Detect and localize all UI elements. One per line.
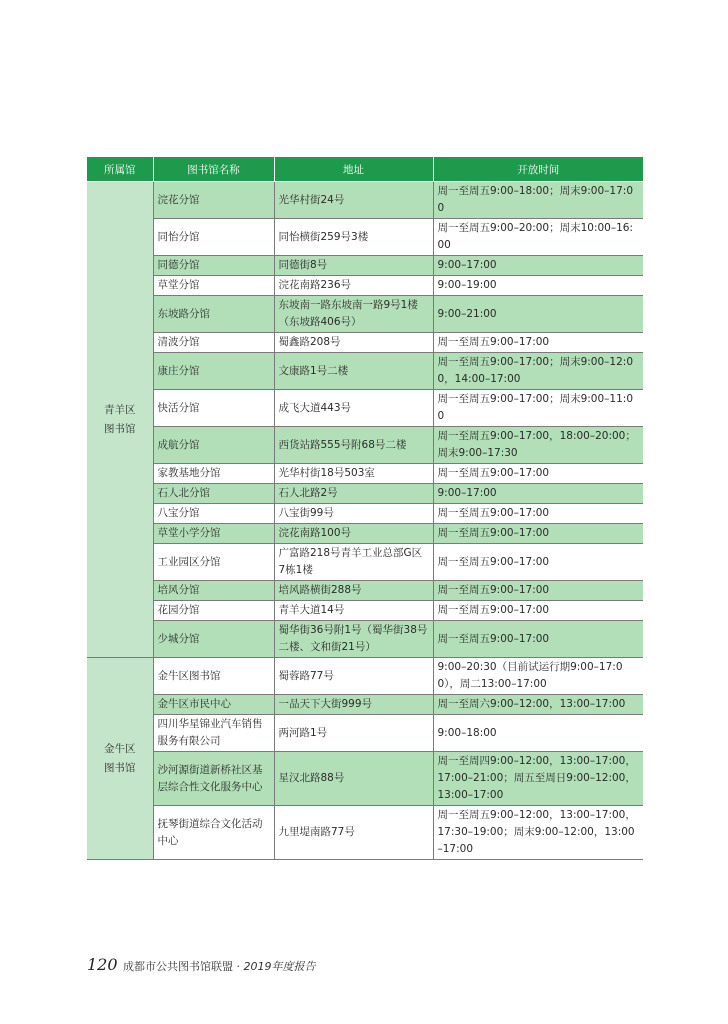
table-row xyxy=(87,427,643,464)
table-row xyxy=(87,296,643,333)
opening-hours-cell: 周一至周五9:00–18:00；周末9:00–17:00 xyxy=(433,182,643,219)
opening-hours-cell: 周一至周五9:00–20:00；周末10:00–16:00 xyxy=(433,219,643,256)
library-group-label: 金牛区 xyxy=(104,742,136,755)
header-library-name: 图书馆名称 xyxy=(153,157,274,182)
branch-name-cell: 同德分馆 xyxy=(153,256,274,276)
address-cell: 蜀蓉路77号 xyxy=(274,658,433,695)
page-footer xyxy=(87,955,316,974)
header-affiliation: 所属馆 xyxy=(87,157,153,182)
branch-name-cell: 沙河源街道新桥社区基层综合性文化服务中心 xyxy=(153,752,274,806)
address-cell: 东坡南一路东坡南一路9号1楼（东坡路406号） xyxy=(274,296,433,333)
address-cell: 光华村街24号 xyxy=(274,182,433,219)
table-row xyxy=(87,806,643,860)
branch-name-cell: 四川华星锦业汽车销售服务有限公司 xyxy=(153,715,274,752)
table-row xyxy=(87,390,643,427)
library-table xyxy=(87,157,643,860)
table-row xyxy=(87,695,643,715)
table-row xyxy=(87,353,643,390)
opening-hours-cell: 9:00–18:00 xyxy=(433,715,643,752)
branch-name-cell: 金牛区图书馆 xyxy=(153,658,274,695)
table-row xyxy=(87,544,643,581)
opening-hours-cell: 9:00–19:00 xyxy=(433,276,643,296)
opening-hours-cell: 周一至周五9:00–17:00 xyxy=(433,333,643,353)
table-row xyxy=(87,333,643,353)
address-cell: 文康路1号二楼 xyxy=(274,353,433,390)
page-number: 120 xyxy=(87,955,118,974)
opening-hours-cell: 9:00–17:00 xyxy=(433,484,643,504)
footer-subtitle: 2019年度报告 xyxy=(243,960,316,973)
opening-hours-cell: 周一至周五9:00–17:00 xyxy=(433,504,643,524)
opening-hours-cell: 周一至周五9:00–17:00 xyxy=(433,601,643,621)
branch-name-cell: 草堂分馆 xyxy=(153,276,274,296)
opening-hours-cell: 周一至周五9:00–17:00 xyxy=(433,581,643,601)
library-group-label: 图书馆 xyxy=(104,422,136,435)
opening-hours-cell: 9:00–21:00 xyxy=(433,296,643,333)
address-cell: 成飞大道443号 xyxy=(274,390,433,427)
branch-name-cell: 清波分馆 xyxy=(153,333,274,353)
opening-hours-cell: 周一至周五9:00–17:00 xyxy=(433,464,643,484)
branch-name-cell: 抚琴街道综合文化活动中心 xyxy=(153,806,274,860)
address-cell: 同德街8号 xyxy=(274,256,433,276)
footer-title: 成都市公共图书馆联盟 xyxy=(123,960,234,973)
branch-name-cell: 浣花分馆 xyxy=(153,182,274,219)
branch-name-cell: 花园分馆 xyxy=(153,601,274,621)
header-opening-hours: 开放时间 xyxy=(433,157,643,182)
opening-hours-cell: 周一至周五9:00–17:00 xyxy=(433,544,643,581)
footer-separator: · xyxy=(236,960,241,973)
branch-name-cell: 金牛区市民中心 xyxy=(153,695,274,715)
address-cell: 西货站路555号附68号二楼 xyxy=(274,427,433,464)
branch-name-cell: 培风分馆 xyxy=(153,581,274,601)
address-cell: 光华村街18号503室 xyxy=(274,464,433,484)
branch-name-cell: 康庄分馆 xyxy=(153,353,274,390)
address-cell: 蜀鑫路208号 xyxy=(274,333,433,353)
table-row xyxy=(87,601,643,621)
branch-name-cell: 成航分馆 xyxy=(153,427,274,464)
branch-name-cell: 石人北分馆 xyxy=(153,484,274,504)
table-row xyxy=(87,276,643,296)
branch-name-cell: 家教基地分馆 xyxy=(153,464,274,484)
branch-name-cell: 东坡路分馆 xyxy=(153,296,274,333)
branch-name-cell: 快活分馆 xyxy=(153,390,274,427)
opening-hours-cell: 周一至周五9:00–17:00；周末9:00–11:00 xyxy=(433,390,643,427)
table-row xyxy=(87,621,643,658)
table-row xyxy=(87,752,643,806)
opening-hours-cell: 9:00–20:30（目前试运行期9:00–17:00），周二13:00–17:00 xyxy=(433,658,643,695)
address-cell: 培风路横街288号 xyxy=(274,581,433,601)
library-group-label: 图书馆 xyxy=(104,761,136,774)
library-group-cell xyxy=(87,658,153,860)
table-row xyxy=(87,504,643,524)
address-cell: 一品天下大街999号 xyxy=(274,695,433,715)
library-group-label: 青羊区 xyxy=(104,403,136,416)
opening-hours-cell: 周一至周五9:00–17:00 xyxy=(433,524,643,544)
table-body xyxy=(87,182,643,860)
opening-hours-cell: 周一至周四9:00–12:00，13:00–17:00，17:00–21:00；周五至周日9:00–12:00，13:00–17:00 xyxy=(433,752,643,806)
branch-name-cell: 少城分馆 xyxy=(153,621,274,658)
address-cell: 同怡横街259号3楼 xyxy=(274,219,433,256)
address-cell: 浣花南路100号 xyxy=(274,524,433,544)
branch-name-cell: 草堂小学分馆 xyxy=(153,524,274,544)
table-row xyxy=(87,524,643,544)
address-cell: 星汉北路88号 xyxy=(274,752,433,806)
address-cell: 两河路1号 xyxy=(274,715,433,752)
branch-name-cell: 八宝分馆 xyxy=(153,504,274,524)
opening-hours-cell: 周一至周五9:00–17:00 xyxy=(433,621,643,658)
table-header-row xyxy=(87,157,643,182)
opening-hours-cell: 周一至周五9:00–17:00，18:00–20:00；周末9:00–17:30 xyxy=(433,427,643,464)
opening-hours-cell: 周一至周五9:00–12:00，13:00–17:00，17:30–19:00；周末9:00–12:00，13:00–17:00 xyxy=(433,806,643,860)
branch-name-cell: 同怡分馆 xyxy=(153,219,274,256)
address-cell: 浣花南路236号 xyxy=(274,276,433,296)
table-row xyxy=(87,182,643,219)
branch-name-cell: 工业园区分馆 xyxy=(153,544,274,581)
table-row xyxy=(87,484,643,504)
table-row xyxy=(87,581,643,601)
address-cell: 蜀华街36号附1号（蜀华街38号二楼、文和街21号） xyxy=(274,621,433,658)
address-cell: 青羊大道14号 xyxy=(274,601,433,621)
library-group-cell xyxy=(87,182,153,658)
opening-hours-cell: 周一至周六9:00–12:00，13:00–17:00 xyxy=(433,695,643,715)
table-row xyxy=(87,256,643,276)
address-cell: 八宝街99号 xyxy=(274,504,433,524)
opening-hours-cell: 周一至周五9:00–17:00；周末9:00–12:00，14:00–17:00 xyxy=(433,353,643,390)
opening-hours-cell: 9:00–17:00 xyxy=(433,256,643,276)
header-address: 地址 xyxy=(274,157,433,182)
table-row xyxy=(87,658,643,695)
address-cell: 石人北路2号 xyxy=(274,484,433,504)
table-row xyxy=(87,464,643,484)
address-cell: 九里堤南路77号 xyxy=(274,806,433,860)
table-row xyxy=(87,219,643,256)
address-cell: 广富路218号青羊工业总部G区7栋1楼 xyxy=(274,544,433,581)
table-row xyxy=(87,715,643,752)
